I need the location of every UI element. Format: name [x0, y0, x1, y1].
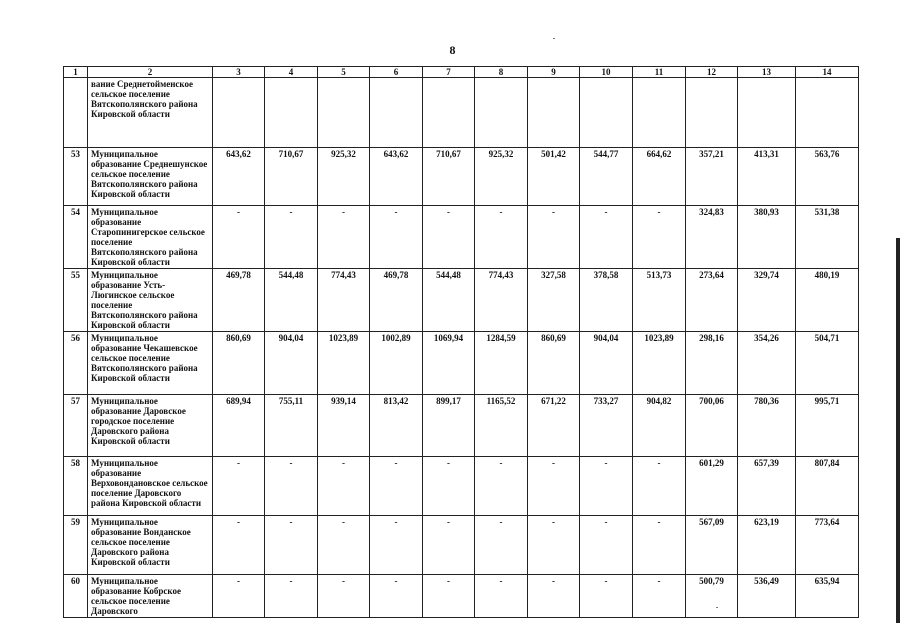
table-row: [64, 269, 859, 332]
value-cell: -: [475, 516, 528, 575]
value-cell: 755,11: [265, 395, 318, 457]
value-cell: -: [265, 457, 318, 516]
value-cell: 504,71: [796, 332, 859, 395]
value-cell: -: [528, 516, 580, 575]
column-header: 4: [265, 67, 318, 78]
value-cell: -: [213, 575, 265, 618]
value-cell: 671,22: [528, 395, 580, 457]
column-header: 12: [686, 67, 738, 78]
value-cell: -: [580, 457, 633, 516]
value-cell: -: [370, 516, 423, 575]
value-cell: 664,62: [633, 148, 686, 206]
row-number: 60: [64, 575, 88, 618]
value-cell: 904,82: [633, 395, 686, 457]
value-cell: 357,21: [686, 148, 738, 206]
row-number: 54: [64, 206, 88, 269]
value-cell: [423, 78, 475, 148]
municipality-name: Муниципальное образование Усть-Люгинское сельское поселение Вятскополянского района Кировской области: [88, 269, 213, 332]
page-number: 8: [449, 43, 456, 57]
column-header: 2: [88, 67, 213, 78]
value-cell: 1165,52: [475, 395, 528, 457]
value-cell: 1023,89: [318, 332, 370, 395]
value-cell: -: [370, 457, 423, 516]
value-cell: -: [370, 206, 423, 269]
value-cell: [738, 78, 796, 148]
value-cell: -: [318, 457, 370, 516]
value-cell: 469,78: [213, 269, 265, 332]
value-cell: 329,74: [738, 269, 796, 332]
value-cell: -: [633, 516, 686, 575]
value-cell: 710,67: [423, 148, 475, 206]
value-cell: -: [423, 206, 475, 269]
table-row: [64, 332, 859, 395]
municipality-name: Муниципальное образование Чекашевское сельское поселение Вятскополянского района Кировской области: [88, 332, 213, 395]
value-cell: -: [580, 206, 633, 269]
value-cell: 378,58: [580, 269, 633, 332]
value-cell: -: [370, 575, 423, 618]
table-row: [64, 575, 859, 618]
value-cell: 860,69: [213, 332, 265, 395]
value-cell: 1284,59: [475, 332, 528, 395]
value-cell: -: [265, 206, 318, 269]
value-cell: -: [213, 457, 265, 516]
column-header: 11: [633, 67, 686, 78]
value-cell: -: [633, 206, 686, 269]
value-cell: 780,36: [738, 395, 796, 457]
value-cell: 544,48: [423, 269, 475, 332]
value-cell: -: [580, 575, 633, 618]
value-cell: 904,04: [580, 332, 633, 395]
value-cell: -: [475, 206, 528, 269]
value-cell: 939,14: [318, 395, 370, 457]
value-cell: 689,94: [213, 395, 265, 457]
value-cell: -: [528, 575, 580, 618]
value-cell: 733,27: [580, 395, 633, 457]
value-cell: 773,64: [796, 516, 859, 575]
value-cell: 413,31: [738, 148, 796, 206]
value-cell: 657,39: [738, 457, 796, 516]
value-cell: 469,78: [370, 269, 423, 332]
column-header: 7: [423, 67, 475, 78]
municipality-name: Муниципальное образование Верховондановское сельское поселение Даровского района Кировской области: [88, 457, 213, 516]
value-cell: 513,73: [633, 269, 686, 332]
value-cell: 925,32: [475, 148, 528, 206]
value-cell: -: [423, 575, 475, 618]
column-header: 5: [318, 67, 370, 78]
value-cell: [633, 78, 686, 148]
column-header: 6: [370, 67, 423, 78]
table-row: [64, 206, 859, 269]
value-cell: 623,19: [738, 516, 796, 575]
value-cell: [265, 78, 318, 148]
table-row: [64, 148, 859, 206]
table-row: [64, 457, 859, 516]
value-cell: 324,83: [686, 206, 738, 269]
value-cell: -: [318, 516, 370, 575]
table-row: [64, 516, 859, 575]
column-header: 8: [475, 67, 528, 78]
value-cell: 273,64: [686, 269, 738, 332]
value-cell: -: [265, 516, 318, 575]
value-cell: -: [633, 457, 686, 516]
table-row: [64, 78, 859, 148]
value-cell: 904,04: [265, 332, 318, 395]
value-cell: 635,94: [796, 575, 859, 618]
value-cell: [686, 78, 738, 148]
value-cell: 536,49: [738, 575, 796, 618]
tariff-table: [63, 66, 859, 618]
value-cell: -: [213, 206, 265, 269]
value-cell: -: [475, 457, 528, 516]
value-cell: 531,38: [796, 206, 859, 269]
column-header: 9: [528, 67, 580, 78]
value-cell: 700,06: [686, 395, 738, 457]
table-header-row: [64, 67, 859, 78]
value-cell: 327,58: [528, 269, 580, 332]
scan-speck: [716, 607, 718, 608]
value-cell: -: [528, 206, 580, 269]
value-cell: 925,32: [318, 148, 370, 206]
value-cell: -: [265, 575, 318, 618]
row-number: 58: [64, 457, 88, 516]
row-number: 56: [64, 332, 88, 395]
row-number: 59: [64, 516, 88, 575]
value-cell: 563,76: [796, 148, 859, 206]
value-cell: 807,84: [796, 457, 859, 516]
value-cell: 380,93: [738, 206, 796, 269]
value-cell: -: [475, 575, 528, 618]
value-cell: 899,17: [423, 395, 475, 457]
column-header: 10: [580, 67, 633, 78]
column-header: 14: [796, 67, 859, 78]
municipality-name: Муниципальное образование Старопинигерское сельское поселение Вятскополянского района Кировской области: [88, 206, 213, 269]
value-cell: 601,29: [686, 457, 738, 516]
row-number: [64, 78, 88, 148]
value-cell: 501,42: [528, 148, 580, 206]
value-cell: 1002,89: [370, 332, 423, 395]
value-cell: 298,16: [686, 332, 738, 395]
value-cell: [528, 78, 580, 148]
value-cell: 774,43: [475, 269, 528, 332]
value-cell: -: [213, 516, 265, 575]
value-cell: [796, 78, 859, 148]
value-cell: [213, 78, 265, 148]
value-cell: [580, 78, 633, 148]
value-cell: 1023,89: [633, 332, 686, 395]
scan-speck: [553, 38, 555, 39]
column-header: 1: [64, 67, 88, 78]
value-cell: [370, 78, 423, 148]
value-cell: 567,09: [686, 516, 738, 575]
row-number: 53: [64, 148, 88, 206]
municipality-name: Муниципальное образование Среднешунское сельское поселение Вятскополянского района Кировской области: [88, 148, 213, 206]
value-cell: 354,26: [738, 332, 796, 395]
value-cell: 710,67: [265, 148, 318, 206]
row-number: 55: [64, 269, 88, 332]
value-cell: -: [318, 206, 370, 269]
value-cell: 480,19: [796, 269, 859, 332]
value-cell: [318, 78, 370, 148]
table-row: [64, 395, 859, 457]
value-cell: 813,42: [370, 395, 423, 457]
scan-edge-bar: [896, 238, 900, 623]
value-cell: -: [423, 516, 475, 575]
value-cell: -: [633, 575, 686, 618]
value-cell: [475, 78, 528, 148]
value-cell: 544,48: [265, 269, 318, 332]
value-cell: 860,69: [528, 332, 580, 395]
value-cell: -: [318, 575, 370, 618]
municipality-name: вание Среднетойменское сельское поселение Вятскополянского района Кировской области: [88, 78, 213, 148]
municipality-name: Муниципальное образование Даровское городское поселение Даровского района Кировской области: [88, 395, 213, 457]
value-cell: 643,62: [370, 148, 423, 206]
municipality-name: Муниципальное образование Вонданское сельское поселение Даровского района Кировской области: [88, 516, 213, 575]
value-cell: 500,79: [686, 575, 738, 618]
value-cell: -: [528, 457, 580, 516]
value-cell: -: [580, 516, 633, 575]
value-cell: 1069,94: [423, 332, 475, 395]
value-cell: -: [423, 457, 475, 516]
value-cell: 995,71: [796, 395, 859, 457]
column-header: 13: [738, 67, 796, 78]
municipality-name: Муниципальное образование Кобрское сельское поселение Даровского: [88, 575, 213, 618]
value-cell: 544,77: [580, 148, 633, 206]
value-cell: 643,62: [213, 148, 265, 206]
row-number: 57: [64, 395, 88, 457]
value-cell: 774,43: [318, 269, 370, 332]
column-header: 3: [213, 67, 265, 78]
